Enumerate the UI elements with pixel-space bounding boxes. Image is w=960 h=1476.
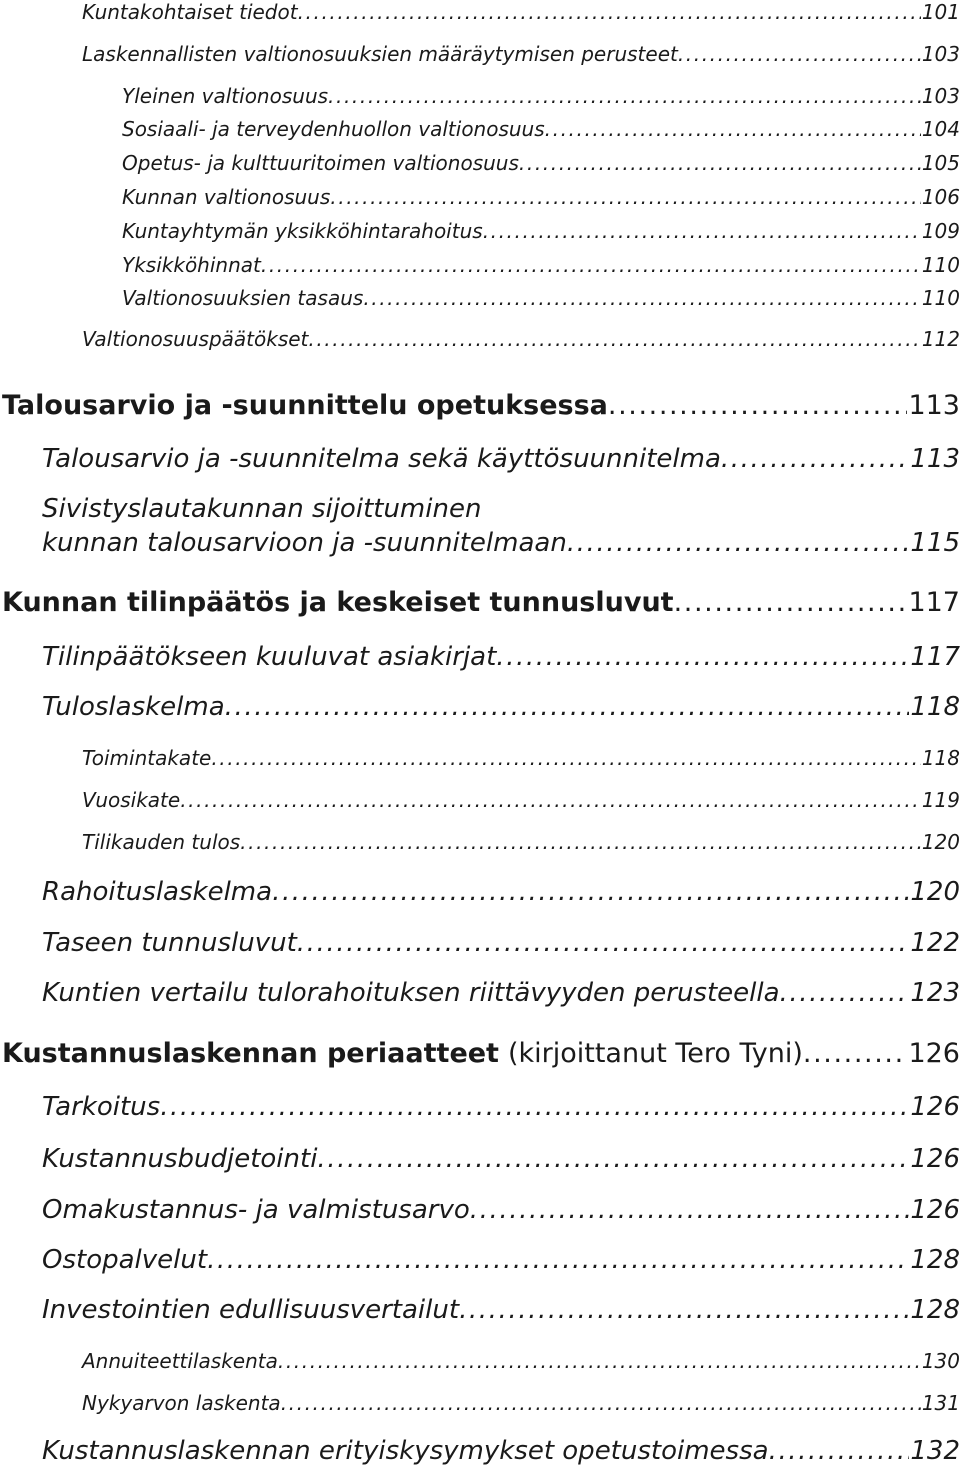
- toc-page-number: 117: [910, 642, 960, 672]
- leader-dots: [330, 185, 921, 209]
- toc-page-number: 106: [921, 185, 960, 209]
- toc-title: Kunnan tilinpäätös ja keskeiset tunnusluvut: [2, 587, 674, 618]
- toc-entry: [0, 788, 960, 812]
- toc-title: Nykyarvon laskenta: [82, 1391, 281, 1415]
- toc-title: kunnan talousarvioon ja -suunnitelmaan: [42, 528, 567, 558]
- leader-dots: [769, 1436, 910, 1466]
- toc-entry: [0, 746, 960, 770]
- toc-page-number: 122: [910, 928, 960, 958]
- toc-title: Toimintakate: [82, 746, 212, 770]
- toc-title: Annuiteettilaskenta: [82, 1349, 278, 1373]
- leader-dots: [674, 587, 908, 618]
- toc-page-number: 128: [910, 1295, 960, 1325]
- leader-dots: [567, 528, 910, 558]
- leader-dots: [545, 117, 921, 141]
- toc-page-number: 105: [921, 151, 960, 175]
- leader-dots: [317, 1144, 909, 1174]
- toc-entry: [0, 830, 960, 854]
- toc-entry: [0, 219, 960, 243]
- toc-title: Vuosikate: [82, 788, 181, 812]
- toc-title: Valtionosuuspäätökset: [82, 327, 309, 351]
- toc-title: Taseen tunnusluvut: [42, 928, 297, 958]
- toc-page-number: 113: [910, 444, 960, 474]
- toc-page-number: 101: [921, 0, 960, 24]
- toc-title: Kustannuslaskennan erityiskysymykset opetustoimessa: [42, 1436, 769, 1466]
- toc-entry: [0, 642, 960, 672]
- toc-entry: [0, 1092, 960, 1122]
- leader-dots: [261, 253, 921, 277]
- toc-entry: [0, 978, 960, 1008]
- toc-title: Talousarvio ja -suunnitelma sekä käyttösuunnitelma: [42, 444, 721, 474]
- toc-entry: [0, 877, 960, 907]
- toc-page-number: 126: [908, 1038, 960, 1069]
- leader-dots: [496, 642, 909, 672]
- leader-dots: [459, 1295, 909, 1325]
- toc-title: Kunnan valtionosuus: [122, 185, 331, 209]
- toc-entry: [0, 117, 960, 141]
- toc-page-number: 131: [921, 1391, 960, 1415]
- leader-dots: [328, 84, 921, 108]
- toc-page-number: 112: [921, 327, 960, 351]
- toc-title: Yksikköhinnat: [122, 253, 261, 277]
- toc-entry: [0, 1295, 960, 1325]
- toc-title: Sivistyslautakunnan sijoittuminen: [42, 494, 482, 524]
- toc-page-number: 128: [910, 1245, 960, 1275]
- toc-entry: [0, 1436, 960, 1466]
- toc-page-number: 104: [921, 117, 960, 141]
- toc-title: Tilinpäätökseen kuuluvat asiakirjat: [42, 642, 497, 672]
- leader-dots: [308, 327, 920, 351]
- toc-title: Kuntakohtaiset tiedot: [82, 0, 298, 24]
- toc-entry: [0, 151, 960, 175]
- leader-dots: [803, 1038, 908, 1069]
- toc-entry: [0, 444, 960, 474]
- toc-entry: [0, 528, 960, 558]
- toc-title: Valtionosuuksien tasaus: [122, 286, 364, 310]
- toc-section-heading: [0, 587, 960, 618]
- leader-dots: [470, 1195, 910, 1225]
- toc-entry: [0, 286, 960, 310]
- leader-dots: [278, 1349, 921, 1373]
- toc-page-number: 117: [908, 587, 960, 618]
- toc-title: Tuloslaskelma: [42, 692, 225, 722]
- toc-page-number: 109: [921, 219, 960, 243]
- toc-entry: [0, 0, 960, 24]
- toc-title: Talousarvio ja -suunnittelu opetuksessa: [2, 390, 608, 421]
- toc-page-number: 103: [921, 42, 960, 66]
- toc-entry: [0, 1391, 960, 1415]
- toc-entry: [0, 1195, 960, 1225]
- toc-page-number: 118: [921, 746, 960, 770]
- toc-entry: [0, 327, 960, 351]
- toc-title: Rahoituslaskelma: [42, 877, 273, 907]
- leader-dots: [483, 219, 921, 243]
- leader-dots: [281, 1391, 921, 1415]
- toc-entry: [0, 42, 960, 66]
- toc-title: Kustannuslaskennan periaatteet: [2, 1038, 499, 1069]
- toc-entry: [0, 928, 960, 958]
- leader-dots: [211, 746, 920, 770]
- leader-dots: [363, 286, 921, 310]
- leader-dots: [225, 692, 910, 722]
- leader-dots: [721, 444, 909, 474]
- toc-title: Kustannusbudjetointi: [42, 1144, 318, 1174]
- toc-page-number: 119: [921, 788, 960, 812]
- toc-title: Yleinen valtionosuus: [122, 84, 329, 108]
- leader-dots: [519, 151, 921, 175]
- leader-dots: [207, 1245, 909, 1275]
- leader-dots: [240, 830, 921, 854]
- toc-entry: [0, 1349, 960, 1373]
- leader-dots: [160, 1092, 909, 1122]
- leader-dots: [297, 928, 910, 958]
- toc-title: Tilikauden tulos: [82, 830, 241, 854]
- toc-page-number: 103: [921, 84, 960, 108]
- toc-page-number: 120: [921, 830, 960, 854]
- toc-page-number: 132: [910, 1436, 960, 1466]
- toc-entry: [0, 692, 960, 722]
- toc-section-heading: [0, 1038, 960, 1069]
- toc-page-number: 118: [910, 692, 960, 722]
- toc-page-number: 126: [910, 1144, 960, 1174]
- toc-page-number: 110: [921, 253, 960, 277]
- toc-section-heading: [0, 390, 960, 421]
- toc-title: Investointien edullisuusvertailut: [42, 1295, 460, 1325]
- leader-dots: [272, 877, 909, 907]
- toc-page-number: 115: [910, 528, 960, 558]
- toc-entry: [0, 84, 960, 108]
- toc-entry: [0, 1245, 960, 1275]
- toc-page-number: 113: [908, 390, 960, 421]
- leader-dots: [608, 390, 908, 421]
- toc-page-number: 123: [910, 978, 960, 1008]
- leader-dots: [298, 0, 921, 24]
- toc-title: Sosiaali- ja terveydenhuollon valtionosuus: [122, 117, 545, 141]
- toc-entry: [0, 1144, 960, 1174]
- toc-title: Tarkoitus: [42, 1092, 161, 1122]
- toc-page-number: 120: [910, 877, 960, 907]
- toc-entry: [0, 253, 960, 277]
- toc-page-number: 126: [910, 1195, 960, 1225]
- toc-title: Laskennallisten valtionosuuksien määräytymisen perusteet: [82, 42, 678, 66]
- leader-dots: [678, 42, 921, 66]
- toc-page-number: 130: [921, 1349, 960, 1373]
- toc-page-number: 110: [921, 286, 960, 310]
- toc-author-note: (kirjoittanut Tero Tyni): [507, 1038, 803, 1069]
- toc-entry: [0, 185, 960, 209]
- toc-title: Kuntayhtymän yksikköhintarahoitus: [122, 219, 483, 243]
- leader-dots: [180, 788, 921, 812]
- toc-entry-line1: [0, 494, 960, 524]
- toc-title: Omakustannus- ja valmistusarvo: [42, 1195, 470, 1225]
- toc-title: Ostopalvelut: [42, 1245, 208, 1275]
- toc-page-number: 126: [910, 1092, 960, 1122]
- leader-dots: [780, 978, 910, 1008]
- toc-title: Opetus- ja kulttuuritoimen valtionosuus: [122, 151, 519, 175]
- toc-title: Kuntien vertailu tulorahoituksen riittävyyden perusteella: [42, 978, 780, 1008]
